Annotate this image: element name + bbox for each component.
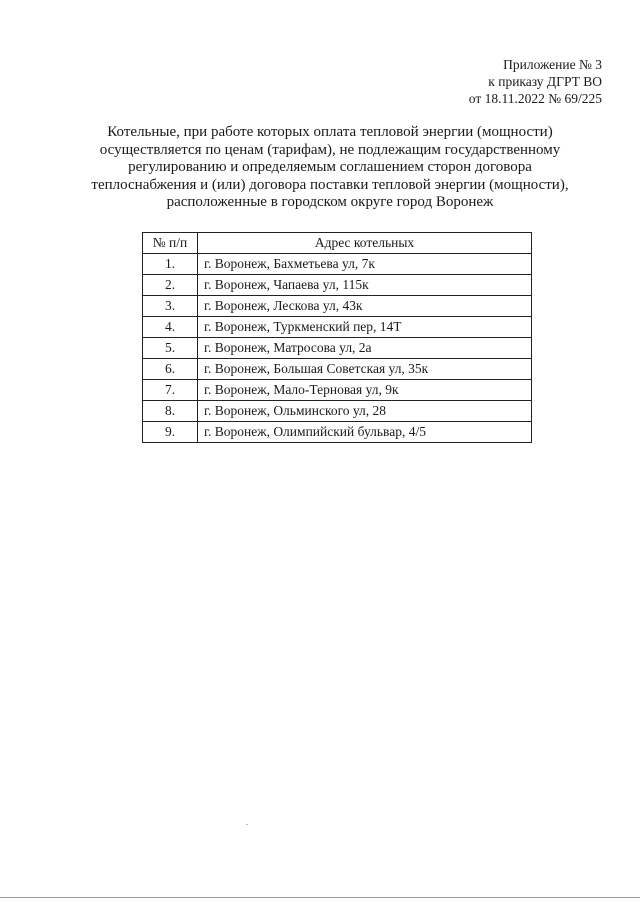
- title-line: Котельные, при работе которых оплата тепловой энергии (мощности): [107, 124, 553, 140]
- row-address: г. Воронеж, Мало-Терновая ул, 9к: [198, 380, 532, 401]
- row-address: г. Воронеж, Чапаева ул, 115к: [198, 275, 532, 296]
- row-number: 1.: [143, 254, 198, 275]
- scan-speck: [246, 824, 248, 825]
- table-row: [143, 296, 532, 317]
- row-number: 6.: [143, 359, 198, 380]
- table-header-row: [143, 233, 532, 254]
- table-row: [143, 338, 532, 359]
- row-address: г. Воронеж, Олимпийский бульвар, 4/5: [198, 422, 532, 443]
- row-address: г. Воронеж, Туркменский пер, 14Т: [198, 317, 532, 338]
- title-line: теплоснабжения и (или) договора поставки тепловой энергии (мощности),: [91, 176, 569, 193]
- row-address: г. Воронеж, Ольминского ул, 28: [198, 401, 532, 422]
- row-number: 9.: [143, 422, 198, 443]
- scan-edge-line: [0, 897, 640, 898]
- title-line: осуществляется по ценам (тарифам), не подлежащим государственному: [99, 141, 561, 158]
- row-number: 7.: [143, 380, 198, 401]
- row-address: г. Воронеж, Большая Советская ул, 35к: [198, 359, 532, 380]
- table-row: [143, 254, 532, 275]
- table-row: [143, 380, 532, 401]
- title-line: расположенные в городском округе город Воронеж: [166, 194, 494, 210]
- row-number: 4.: [143, 317, 198, 338]
- table-row: [143, 317, 532, 338]
- document-title: [80, 124, 580, 212]
- appendix-number: Приложение № 3: [503, 57, 602, 72]
- table-row: [143, 359, 532, 380]
- row-number: 8.: [143, 401, 198, 422]
- row-number: 2.: [143, 275, 198, 296]
- header-number: № п/п: [143, 233, 198, 254]
- appendix-reference: [469, 56, 602, 107]
- table-row: [143, 401, 532, 422]
- appendix-date: от 18.11.2022 № 69/225: [468, 91, 602, 106]
- title-line: регулированию и определяемым соглашением сторон договора: [128, 159, 532, 175]
- table-row: [143, 275, 532, 296]
- row-address: г. Воронеж, Лескова ул, 43к: [198, 296, 532, 317]
- row-address: г. Воронеж, Матросова ул, 2а: [198, 338, 532, 359]
- table-row: [143, 422, 532, 443]
- header-address: Адрес котельных: [198, 233, 532, 254]
- boiler-address-table: [142, 232, 532, 443]
- row-number: 3.: [143, 296, 198, 317]
- appendix-order: к приказу ДГРТ ВО: [488, 74, 602, 89]
- row-number: 5.: [143, 338, 198, 359]
- row-address: г. Воронеж, Бахметьева ул, 7к: [198, 254, 532, 275]
